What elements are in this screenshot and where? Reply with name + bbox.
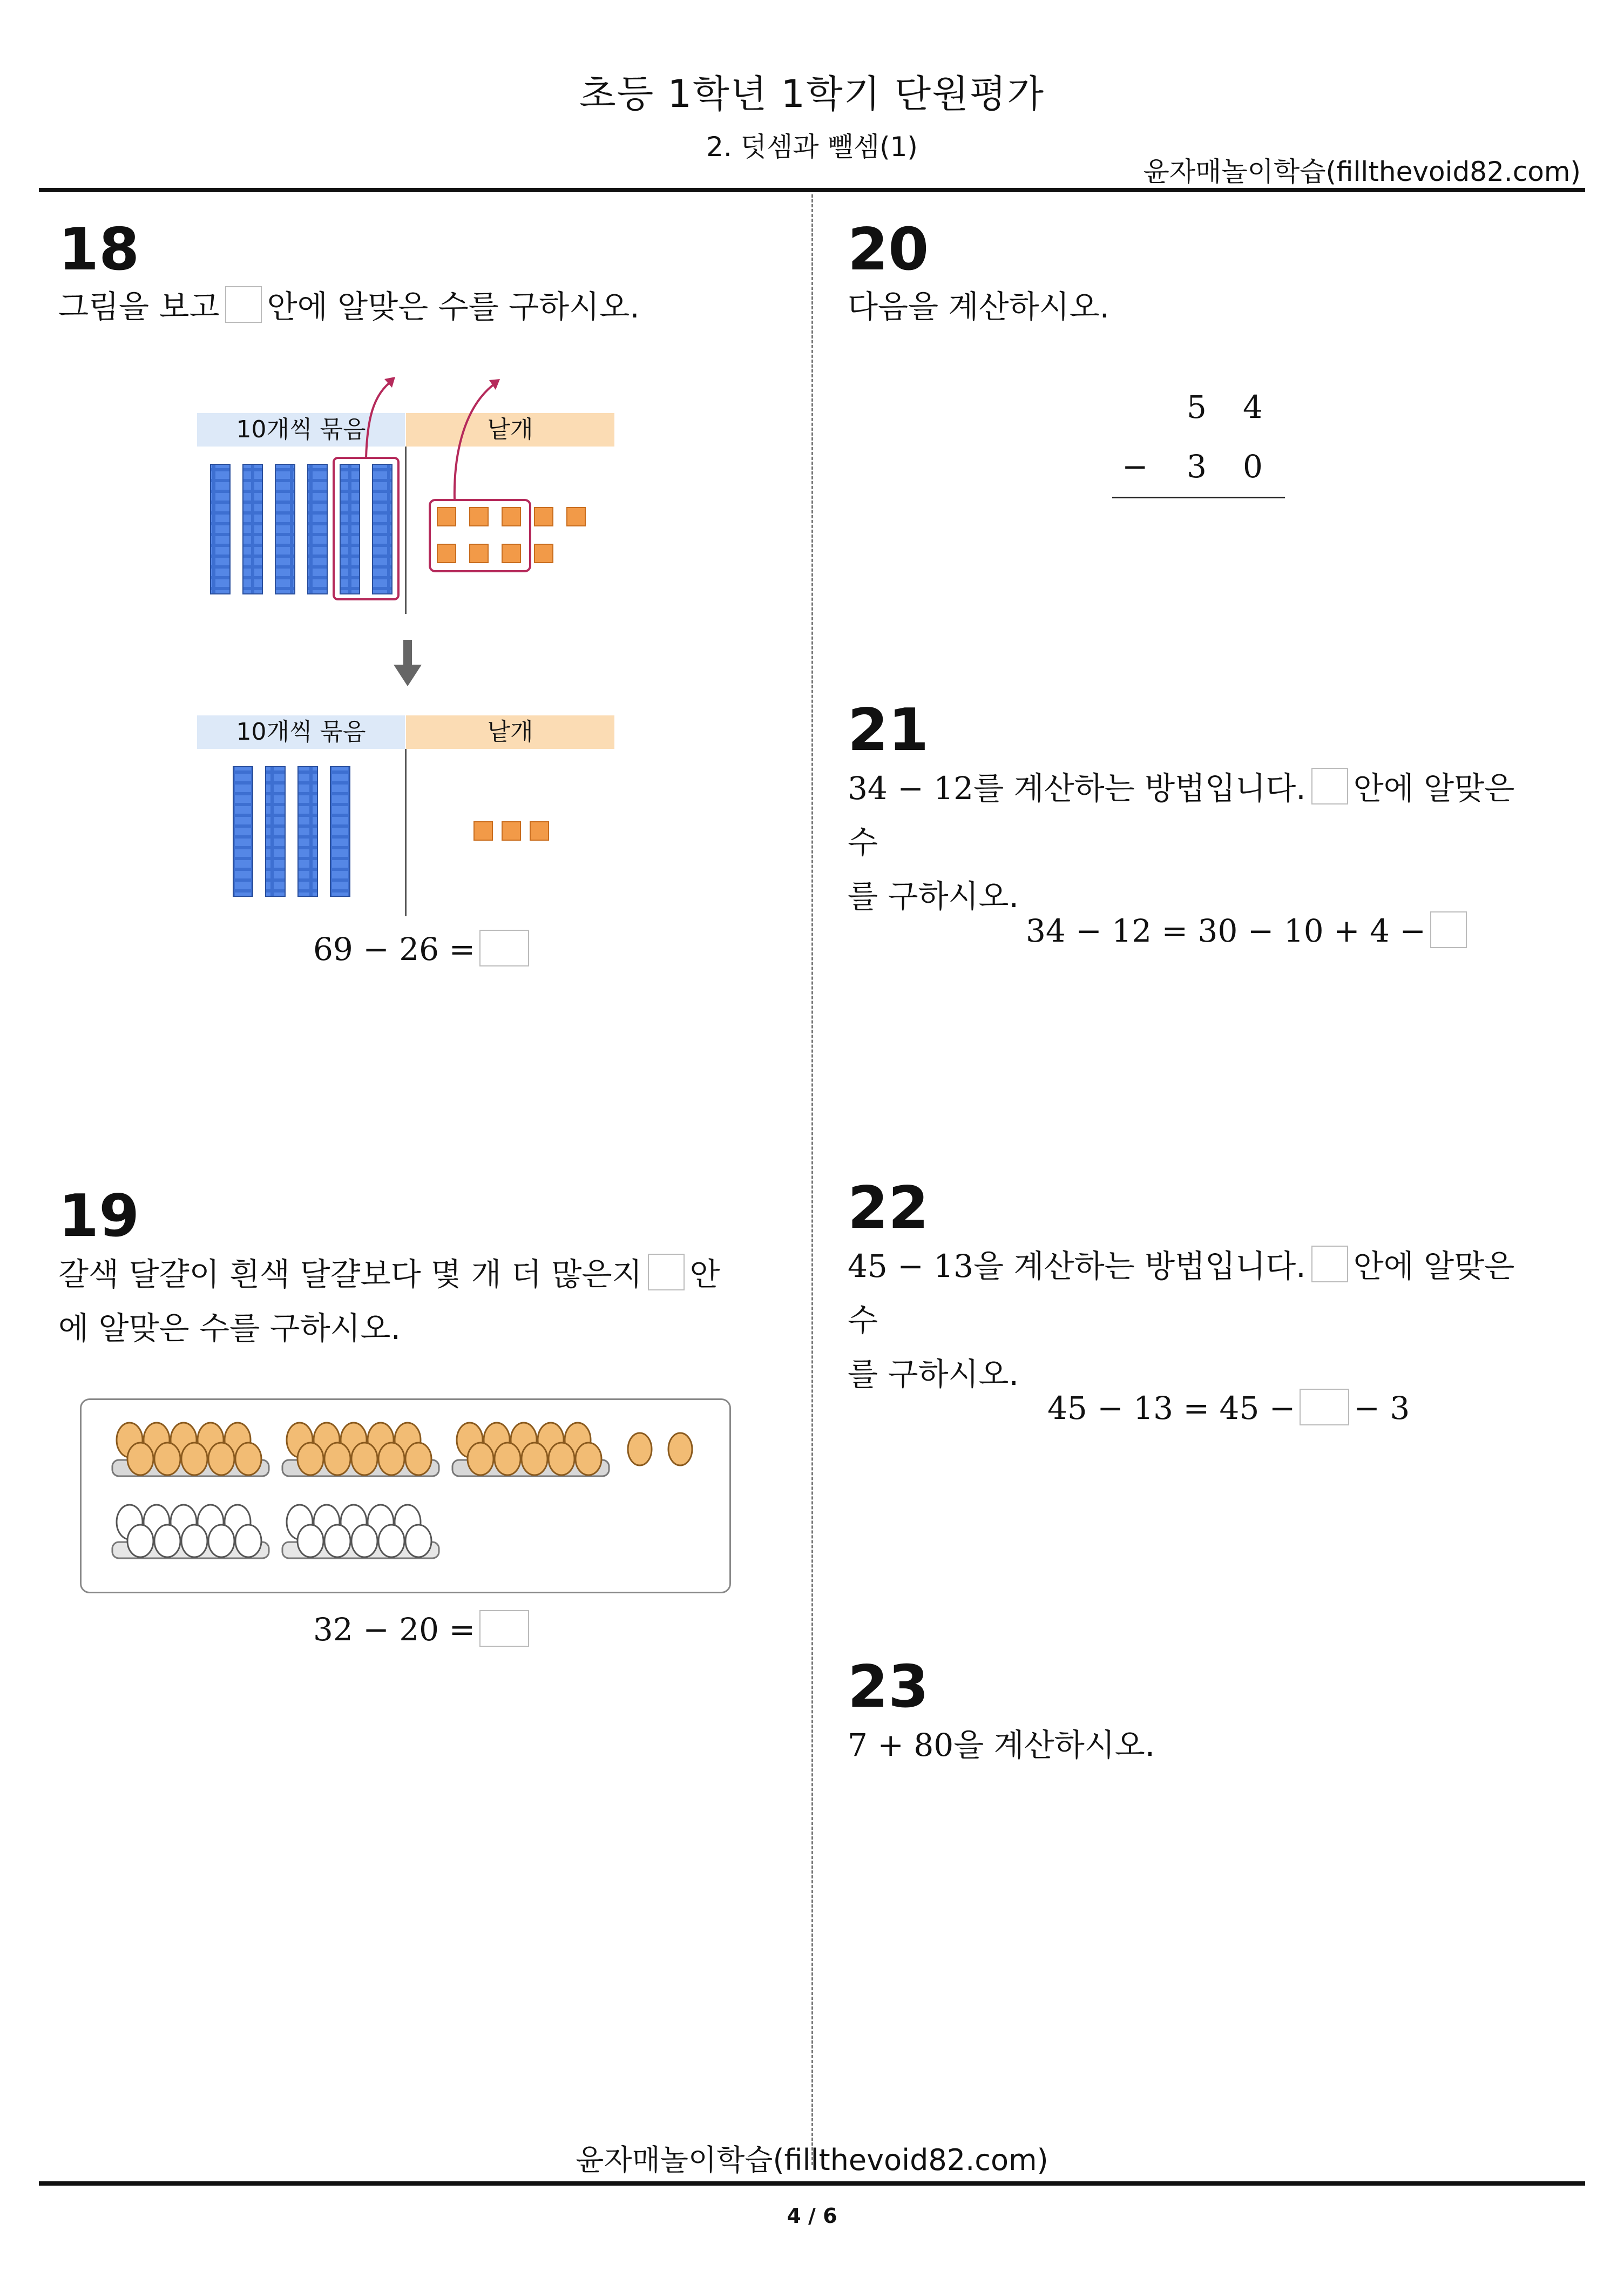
q22-math: 45 − 13 [848, 1248, 974, 1284]
question-number-18: 18 [58, 216, 140, 283]
q22-answer-box[interactable] [1300, 1389, 1349, 1425]
q20-vertical-subtraction [1112, 389, 1290, 498]
question-number-19: 19 [58, 1182, 140, 1250]
q23-math: 7 + 80 [848, 1727, 954, 1763]
page-number: 4 / 6 [787, 2204, 837, 2228]
brown-egg-tray-2 [282, 1423, 439, 1476]
q21-math: 34 − 12 [848, 770, 974, 807]
q21-line2: 를 구하시오. [848, 878, 1019, 915]
q18-figure-before [194, 373, 626, 632]
q22-equation-before: 45 − 13 = 45 − [1047, 1390, 1296, 1426]
question-23-text [848, 1718, 1155, 1772]
question-number-23: 23 [848, 1653, 929, 1721]
column-divider [811, 194, 813, 2165]
page-title: 초등 1학년 1학기 단원평가 [579, 72, 1045, 116]
question-21-text [848, 761, 1549, 923]
brand-watermark-bottom: 윤자매놀이학습(fillthevoid82.com) [576, 2143, 1048, 2177]
q22-equation [1047, 1389, 1410, 1426]
arrow-ones-icon [455, 382, 497, 500]
footer-divider [39, 2181, 1585, 2186]
down-arrow-icon [391, 640, 424, 688]
q23-text: 을 계산하시오. [953, 1727, 1155, 1763]
q18-figure-after [194, 751, 626, 912]
inline-answer-box-icon [225, 286, 262, 323]
page-subtitle: 2. 덧셈과 뺄셈(1) [706, 131, 918, 163]
ten-rods-before [211, 464, 392, 594]
brand-watermark-top: 윤자매놀이학습(fillthevoid82.com) [1143, 156, 1581, 187]
q19-line1-before: 갈색 달걀이 흰색 달걀보다 몇 개 더 많은지 [58, 1256, 642, 1293]
q21-line1-after: 안에 알맞은 수 [848, 770, 1515, 861]
inline-answer-box-icon [648, 1254, 685, 1290]
q18-header-tens-2: 10개씩 묶음 [197, 715, 405, 749]
question-22-text [848, 1239, 1549, 1401]
unit-cubes-before [437, 508, 585, 563]
brown-egg-tray-3 [452, 1423, 609, 1476]
q19-line1-after: 안 [689, 1256, 720, 1293]
q21-answer-box[interactable] [1430, 911, 1467, 948]
q20-top-tens: 5 [1187, 389, 1207, 425]
q18-header-ones-2: 낱개 [406, 715, 614, 749]
q21-equation [1026, 911, 1467, 949]
question-18-text [58, 280, 640, 334]
q20-bottom-ones: 0 [1243, 448, 1263, 485]
header-divider [39, 188, 1585, 192]
q18-header-tens-1: 10개씩 묶음 [197, 413, 405, 447]
inline-answer-box-icon [1311, 1246, 1348, 1282]
q22-equation-after: − 3 [1354, 1390, 1410, 1426]
question-19-text [58, 1247, 760, 1355]
brown-egg-tray-1 [112, 1423, 269, 1476]
ten-rods-after [233, 767, 350, 896]
q18-text-before: 그림을 보고 [58, 288, 220, 325]
question-20-text: 다음을 계산하시오. [848, 288, 1110, 325]
q22-line1-after: 안에 알맞은 수 [848, 1248, 1515, 1338]
q20-sum-line [1112, 497, 1285, 498]
q20-bottom-tens: 3 [1187, 448, 1207, 485]
white-egg-tray-1 [112, 1505, 269, 1558]
question-number-20: 20 [848, 216, 929, 283]
q18-equation [313, 930, 529, 968]
q20-operator: − [1122, 448, 1148, 485]
arrow-tens-icon [366, 380, 393, 458]
question-number-22: 22 [848, 1174, 929, 1242]
q18-answer-box[interactable] [479, 930, 529, 966]
egg-trays-illustration [81, 1399, 729, 1588]
q21-equation-text: 34 − 12 = 30 − 10 + 4 − [1026, 912, 1426, 949]
q22-line1-before: 을 계산하는 방법입니다. [973, 1248, 1306, 1284]
q19-line2: 에 알맞은 수를 구하시오. [58, 1310, 401, 1347]
q18-header-ones-1: 낱개 [406, 413, 614, 447]
q19-equation [313, 1610, 529, 1648]
white-egg-tray-2 [282, 1505, 439, 1558]
loose-brown-eggs [628, 1433, 692, 1465]
inline-answer-box-icon [1311, 768, 1348, 804]
q18-text-after: 안에 알맞은 수를 구하시오. [267, 288, 640, 325]
q21-line1-before: 를 계산하는 방법입니다. [973, 770, 1306, 807]
q19-answer-box[interactable] [479, 1610, 529, 1647]
q18-equation-text: 69 − 26 = [313, 931, 476, 968]
question-number-21: 21 [848, 697, 929, 764]
unit-cubes-after [474, 822, 549, 840]
q19-equation-text: 32 − 20 = [313, 1611, 476, 1648]
q22-line2: 를 구하시오. [848, 1356, 1019, 1392]
q20-top-ones: 4 [1243, 389, 1263, 425]
